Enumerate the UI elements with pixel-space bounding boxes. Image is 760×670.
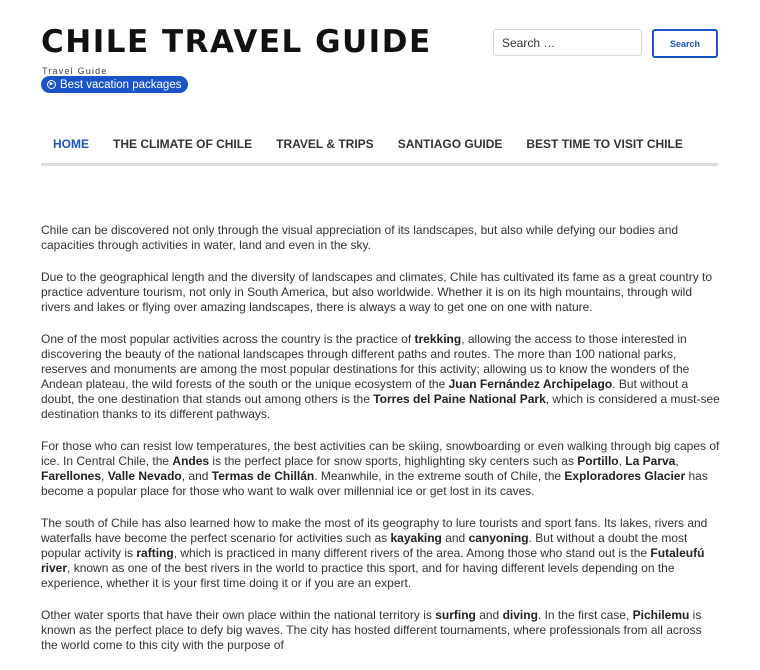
bold-term: Farellones bbox=[41, 469, 102, 483]
site-tagline: Travel Guide bbox=[42, 66, 108, 76]
bold-term: surfing bbox=[435, 608, 476, 622]
nav-item-santiago-guide[interactable]: SANTIAGO GUIDE bbox=[397, 137, 503, 151]
main-nav bbox=[41, 128, 718, 166]
bold-term: Pichilemu bbox=[632, 608, 690, 622]
play-circle-icon: ▶ bbox=[47, 80, 56, 89]
bold-term: canyoning bbox=[468, 531, 529, 545]
site-title[interactable]: CHILE TRAVEL GUIDE bbox=[41, 24, 432, 60]
nav-item-climate[interactable]: THE CLIMATE OF CHILE bbox=[113, 137, 253, 151]
bold-term: Valle Nevado bbox=[107, 469, 182, 483]
nav-item-travel-trips[interactable]: TRAVEL & TRIPS bbox=[276, 137, 374, 151]
paragraph-adventure-tourism: Due to the geographical length and the diversity of landscapes and climates, Chile has cultivated its fame as a great country to practice adventure tourism, not only in South America, but also worldwide. Whether it is on its high mountains, through wild rivers and lakes or flying over amazing landscapes, there is always a way to get one on one with nature. bbox=[41, 270, 713, 314]
promo-badge[interactable] bbox=[41, 76, 188, 93]
promo-badge-label: Best vacation packages bbox=[60, 78, 182, 91]
bold-term: Futaleufú river bbox=[41, 546, 705, 575]
bold-term: trekking bbox=[414, 332, 462, 346]
bold-term: Juan Fernández Archipelago bbox=[448, 377, 613, 391]
bold-term: kayaking bbox=[390, 531, 442, 545]
bold-term: Termas de Chillán bbox=[211, 469, 315, 483]
nav-item-home[interactable]: HOME bbox=[53, 137, 89, 151]
search-input[interactable] bbox=[493, 29, 642, 56]
paragraph-snow-sports: For those who can resist low temperatures, the best activities can be skiing, snowboarding or even walking through big capes of ice. In Central Chile, the Andes is the perfect place for snow sports, highlighting sky centers such as Portillo, La Parva, Farellones, Valle Nevado, and Termas de Chillán. Meanwhile, in the extreme south of Chile, the Exploradores Glacier has become a popular place for those who want to walk over millennial ice or get lost in its caves. bbox=[41, 439, 720, 498]
paragraph-intro: Chile can be discovered not only through the visual appreciation of its landscapes, but also while defying our bodies and capacities through activities in water, land and even in the sky. bbox=[41, 223, 679, 252]
bold-term: Torres del Paine National Park bbox=[373, 392, 546, 406]
bold-term: La Parva bbox=[625, 454, 676, 468]
site-header bbox=[0, 0, 760, 100]
bold-term: Andes bbox=[172, 454, 210, 468]
article-content bbox=[41, 223, 721, 670]
bold-term: diving bbox=[502, 608, 538, 622]
bold-term: Portillo bbox=[577, 454, 619, 468]
paragraph-surfing-diving: Other water sports that have their own place within the national territory is surfing and diving. In the first case, Pichilemu is known as the perfect place to defy big waves. The city has hosted different tournaments, where professionals from all across the world come to this city with the purpose of bbox=[41, 608, 702, 652]
bold-term: rafting bbox=[136, 546, 174, 560]
search-button[interactable]: Search bbox=[652, 29, 718, 58]
paragraph-water-activities: The south of Chile has also learned how to make the most of its geography to lure tourists and sport fans. Its lakes, rivers and waterfalls have become the perfect scenario for activities such as kayaking and canyoning. But without a doubt the most popular activity is rafting, which is practiced in many different rivers of the area. Among those who stand out is the Futaleufú river, known as one of the best rivers in the world to practice this sport, and for having different levels depending on the experience, whether it is your first time doing it or if you are an expert. bbox=[41, 516, 708, 590]
paragraph-trekking: One of the most popular activities across the country is the practice of trekking, allowing the access to those interested in discovering the beauty of the national landscapes through different paths and routes. The more than 100 national parks, reserves and monuments are among the most popular destinations for this activity; allowing us to know the wonders of the Andean plateau, the wild forests of the south or the unique ecosystem of the Juan Fernández Archipelago. But without a doubt, the one destination that stands out among others is the Torres del Paine National Park, which is considered a must-see destination thanks to its different pathways. bbox=[41, 332, 720, 421]
nav-item-best-time[interactable]: BEST TIME TO VISIT CHILE bbox=[526, 137, 683, 151]
bold-term: Exploradores Glacier bbox=[564, 469, 686, 483]
